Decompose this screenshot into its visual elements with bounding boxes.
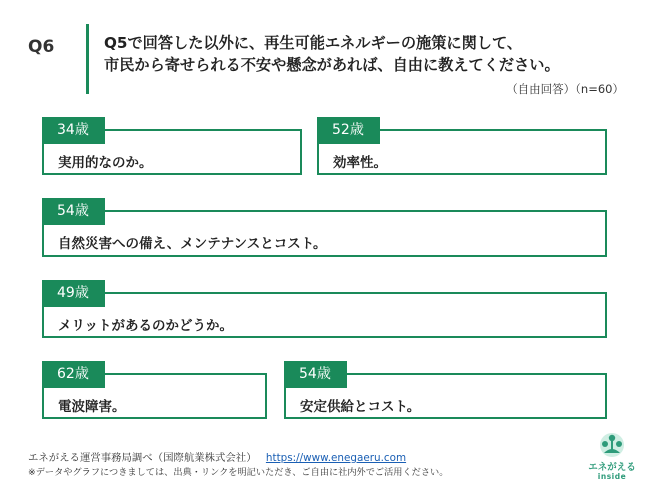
response-text: 自然災害への備え、メンテナンスとコスト。	[58, 236, 327, 252]
footer-link[interactable]: https://www.enegaeru.com	[265, 452, 407, 464]
question-number: Q6	[28, 37, 55, 57]
response-card	[317, 122, 607, 175]
footer-note: ※データやグラフにつきましては、出典・リンクを明記いただき、ご自由に社内外でご活用ください。	[28, 467, 449, 478]
footer-source	[28, 449, 406, 464]
response-card	[42, 122, 302, 175]
question-note: （自由回答）（n=60）	[506, 82, 624, 96]
response-card	[42, 366, 267, 419]
footer-source-text: エネがえる運営事務局調べ（国際航業株式会社）	[28, 452, 257, 464]
response-age-tag: 52歳	[317, 117, 380, 144]
logo-sub-text: inside	[597, 472, 627, 481]
response-age-tag: 49歳	[42, 280, 105, 307]
response-age-tag: 54歳	[42, 198, 105, 225]
response-text: 効率性。	[333, 155, 387, 171]
response-text: メリットがあるのかどうか。	[58, 318, 233, 334]
enegaeru-logo	[584, 432, 640, 484]
question-line-2: 市民から寄せられる不安や懸念があれば、自由に教えてください。	[104, 56, 560, 74]
response-card	[42, 203, 607, 257]
response-text: 電波障害。	[58, 399, 126, 415]
response-age-tag: 62歳	[42, 361, 105, 388]
response-card	[42, 285, 607, 338]
logo-icon	[598, 432, 626, 458]
response-age-tag: 54歳	[284, 361, 347, 388]
question-line-1: Q5で回答した以外に、再生可能エネルギーの施策に関して、	[104, 34, 523, 52]
response-text: 安定供給とコスト。	[300, 399, 421, 415]
question-divider	[86, 24, 89, 94]
logo-text: エネがえる	[588, 462, 636, 473]
response-age-tag: 34歳	[42, 117, 105, 144]
question-text	[104, 32, 644, 76]
response-card	[284, 366, 607, 419]
response-text: 実用的なのか。	[58, 155, 153, 171]
